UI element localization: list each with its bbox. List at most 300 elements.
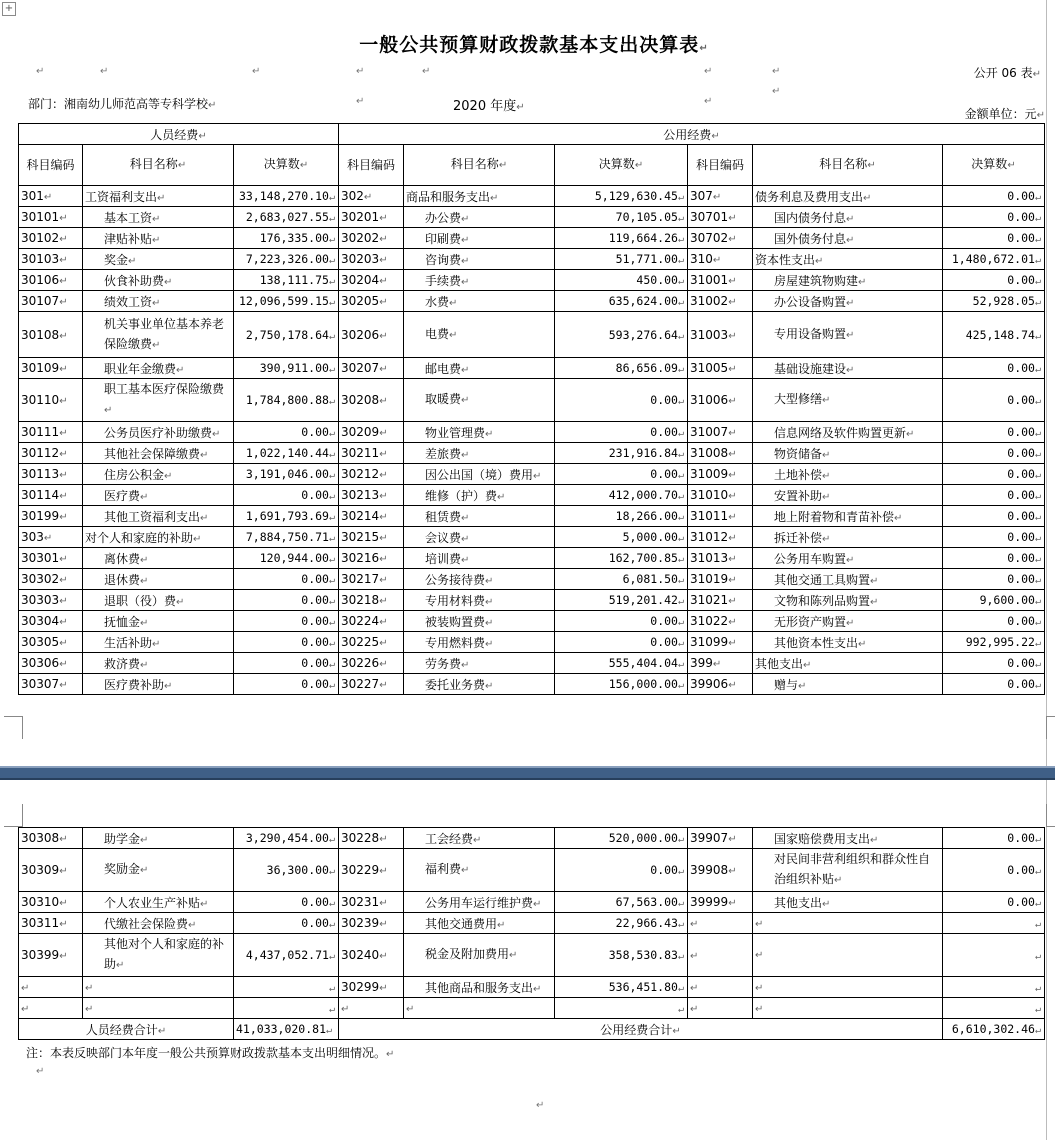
subject-name-cell: 工资福利支出↵ bbox=[83, 186, 234, 207]
subject-name-cell: 对民间非营利组织和群众性自治组织补贴↵ bbox=[753, 849, 943, 892]
subject-code-cell: 30701↵ bbox=[688, 207, 753, 228]
subject-name-cell: 其他工资福利支出↵ bbox=[83, 506, 234, 527]
amount-cell: 992,995.22↵ bbox=[943, 632, 1045, 653]
subject-name-cell: 取暖费↵ bbox=[404, 379, 555, 422]
subject-code-cell: 31001↵ bbox=[688, 270, 753, 291]
table-row bbox=[19, 270, 1045, 291]
subject-code-cell: 31012↵ bbox=[688, 527, 753, 548]
table-row bbox=[19, 998, 1045, 1019]
subject-code-cell: 31021↵ bbox=[688, 590, 753, 611]
subject-name-cell: 差旅费↵ bbox=[404, 443, 555, 464]
subject-code-cell: 30231↵ bbox=[339, 892, 404, 913]
amount-cell: 0.00↵ bbox=[943, 849, 1045, 892]
subject-code-cell: 30114↵ bbox=[19, 485, 83, 506]
amount-cell: 0.00↵ bbox=[943, 674, 1045, 695]
subject-code-cell: 31099↵ bbox=[688, 632, 753, 653]
expenditure-table bbox=[18, 123, 1045, 695]
amount-cell: 555,404.04↵ bbox=[555, 653, 688, 674]
amount-cell: 0.00↵ bbox=[943, 207, 1045, 228]
amount-cell: ↵ bbox=[943, 977, 1045, 998]
table-row bbox=[19, 228, 1045, 249]
subject-name-cell: 无形资产购置↵ bbox=[753, 611, 943, 632]
subject-name-cell: 国内债务付息↵ bbox=[753, 207, 943, 228]
amount-cell: 0.00↵ bbox=[234, 653, 339, 674]
personnel-total-value: 41,033,020.81↵ bbox=[234, 1019, 339, 1040]
subject-name-cell: 其他交通费用↵ bbox=[404, 913, 555, 934]
table-row bbox=[19, 913, 1045, 934]
amount-cell: 1,691,793.69↵ bbox=[234, 506, 339, 527]
subject-code-cell: 31008↵ bbox=[688, 443, 753, 464]
subject-name-cell: 奖励金↵ bbox=[83, 849, 234, 892]
amount-cell: 0.00↵ bbox=[234, 674, 339, 695]
column-header-row bbox=[19, 145, 1045, 186]
amount-cell: 0.00↵ bbox=[943, 506, 1045, 527]
amount-cell: 412,000.70↵ bbox=[555, 485, 688, 506]
subject-code-cell: 30214↵ bbox=[339, 506, 404, 527]
subject-name-cell: 基本工资↵ bbox=[83, 207, 234, 228]
subject-code-cell: 30112↵ bbox=[19, 443, 83, 464]
subject-code-cell: 30205↵ bbox=[339, 291, 404, 312]
subject-code-cell: 30103↵ bbox=[19, 249, 83, 270]
subject-code-cell: 30101↵ bbox=[19, 207, 83, 228]
subject-name-cell: 房屋建筑物购建↵ bbox=[753, 270, 943, 291]
table-row bbox=[19, 379, 1045, 422]
subject-name-cell: 税金及附加费用↵ bbox=[404, 934, 555, 977]
amount-cell: 0.00↵ bbox=[555, 611, 688, 632]
subject-name-cell: 租赁费↵ bbox=[404, 506, 555, 527]
amount-cell: 0.00↵ bbox=[234, 913, 339, 934]
subject-code-cell: 30212↵ bbox=[339, 464, 404, 485]
subject-code-cell: 30228↵ bbox=[339, 828, 404, 849]
table-row bbox=[19, 291, 1045, 312]
subject-name-cell: 劳务费↵ bbox=[404, 653, 555, 674]
amount-cell: 635,624.00↵ bbox=[555, 291, 688, 312]
table-row bbox=[19, 464, 1045, 485]
subject-name-cell: 国外债务付息↵ bbox=[753, 228, 943, 249]
subject-code-cell: 30106↵ bbox=[19, 270, 83, 291]
table-row bbox=[19, 632, 1045, 653]
subject-name-cell: 培训费↵ bbox=[404, 548, 555, 569]
subject-name-cell: 伙食补助费↵ bbox=[83, 270, 234, 291]
subject-code-cell: 31022↵ bbox=[688, 611, 753, 632]
subject-name-cell: 被装购置费↵ bbox=[404, 611, 555, 632]
amount-cell: 9,600.00↵ bbox=[943, 590, 1045, 611]
subject-name-cell: 手续费↵ bbox=[404, 270, 555, 291]
subject-code-cell: 301↵ bbox=[19, 186, 83, 207]
table-row bbox=[19, 611, 1045, 632]
subject-code-cell: ↵ bbox=[19, 998, 83, 1019]
margin-line bbox=[1046, 0, 1047, 766]
amount-cell: 22,966.43↵ bbox=[555, 913, 688, 934]
amount-cell: 70,105.05↵ bbox=[555, 207, 688, 228]
subject-name-cell: 商品和服务支出↵ bbox=[404, 186, 555, 207]
amount-cell: ↵ bbox=[943, 913, 1045, 934]
subject-code-cell: 39906↵ bbox=[688, 674, 753, 695]
table-move-handle-icon[interactable]: + bbox=[2, 2, 16, 16]
table-note: 注：本表反映部门本年度一般公共预算财政拨款基本支出明细情况。↵ bbox=[26, 1046, 395, 1060]
subject-name-cell: ↵ bbox=[753, 998, 943, 1019]
subject-code-cell: 30299↵ bbox=[339, 977, 404, 998]
amount-cell: 0.00↵ bbox=[234, 569, 339, 590]
subject-name-cell: 代缴社会保险费↵ bbox=[83, 913, 234, 934]
page-1: + 一般公共预算财政拨款基本支出决算表↵ ↵ ↵ ↵ ↵ ↵ ↵ ↵ ↵ ↵ ↵ 公开 06 表↵ 部门：湘南幼儿师范高等专科学校↵ 2020 年度↵ 金额单位：元↵ 人员经费↵ 公用经费↵ 科目编码 科目名称↵ 决算数↵ 科目编码 科目名称↵ 决算数↵ 科目编码 科目名称↵ 决算数↵ 301↵ 工资福利支出↵ 33,148,270.10↵ 302↵ 商品和服务支出↵ 5,129,630.45↵ 307↵ 债务利息及费用支出↵ 0.00↵ 30101↵ 基本工资↵ 2,683,027.55↵ 30201↵ 办公费↵ 70,105.05↵ 30701↵ 国内债务付息↵ 0.00↵ 30102↵ 津贴补贴↵ 176,335.00↵ 30202↵ 印刷费↵ 119,664.26↵ 30702↵ 国外债务付息↵ 0.00↵ 30103↵ 奖金↵ 7,223,326.00↵ 30203↵ 咨询费↵ 51,771.00↵ 310↵ 资本性支出↵ 1,480,672.01↵ 30106↵ 伙食补助费↵ 138,111.75↵ 30204↵ 手续费↵ 450.00↵ 31001↵ 房屋建筑物购建↵ 0.00↵ 30107↵ 绩效工资↵ 12,096,599.15↵ 30205↵ 水费↵ 635,624.00↵ 31002↵ 办公设备购置↵ 52,928.05↵ 30108↵ 机关事业单位基本养老保险缴费↵ 2,750,178.64↵ 30206↵ 电费↵ 593,276.64↵ 31003↵ 专用设备购置↵ 425,148.74↵ 30109↵ 职业年金缴费↵ 390,911.00↵ 30207↵ 邮电费↵ 86,656.09↵ 31005↵ 基础设施建设↵ 0.00↵ 30110↵ 职工基本医疗保险缴费↵ 1,784,800.88↵ 30208↵ 取暖费↵ 0.00↵ 31006↵ 大型修缮↵ 0.00↵ 30111↵ 公务员医疗补助缴费↵ 0.00↵ 30209↵ 物业管理费↵ 0.00↵ 31007↵ 信息网络及软件购置更新↵ 0.00↵ 30112↵ 其他社会保障缴费↵ 1,022,140.44↵ 30211↵ 差旅费↵ 231,916.84↵ 31008↵ 物资储备↵ 0.00↵ 30113↵ 住房公积金↵ 3,191,046.00↵ 30212↵ 因公出国（境）费用↵ 0.00↵ 31009↵ 土地补偿↵ 0.00↵ 30114↵ 医疗费↵ 0.00↵ 30213↵ 维修（护）费↵ 412,000.70↵ 31010↵ 安置补助↵ 0.00↵ 30199↵ 其他工资福利支出↵ 1,691,793.69↵ 30214↵ 租赁费↵ 18,266.00↵ 31011↵ 地上附着物和青苗补偿↵ 0.00↵ 303↵ 对个人和家庭的补助↵ 7,884,750.71↵ 30215↵ 会议费↵ 5,000.00↵ 31012↵ 拆迁补偿↵ 0.00↵ 30301↵ 离休费↵ 120,944.00↵ 30216↵ 培训费↵ 162,700.85↵ 31013↵ 公务用车购置↵ 0.00↵ 30302↵ 退休费↵ 0.00↵ 30217↵ 公务接待费↵ 6,081.50↵ 31019↵ 其他交通工具购置↵ 0.00↵ 30303↵ 退职（役）费↵ 0.00↵ 30218↵ 专用材料费↵ 519,201.42↵ 31021↵ 文物和陈列品购置↵ 9,600.00↵ 30304↵ 抚恤金↵ 0.00↵ 30224↵ 被装购置费↵ 0.00↵ 31022↵ 无形资产购置↵ 0.00↵ 30305↵ 生活补助↵ 0.00↵ 30225↵ 专用燃料费↵ 0.00↵ 31099↵ 其他资本性支出↵ 992,995.22↵ 30306↵ 救济费↵ 0.00↵ 30226↵ 劳务费↵ 555,404.04↵ 399↵ 其他支出↵ 0.00↵ 30307↵ 医疗费补助↵ 0.00↵ 30227↵ 委托业务费↵ 156,000.00↵ 39906↵ 赠与↵ 0.00↵ bbox=[0, 0, 1055, 766]
table-row bbox=[19, 828, 1045, 849]
amount-cell: 0.00↵ bbox=[555, 464, 688, 485]
table-row bbox=[19, 443, 1045, 464]
table-row bbox=[19, 312, 1045, 358]
subject-name-cell: 土地补偿↵ bbox=[753, 464, 943, 485]
amount-cell: 0.00↵ bbox=[555, 849, 688, 892]
subject-name-cell: 会议费↵ bbox=[404, 527, 555, 548]
amount-cell: 0.00↵ bbox=[943, 828, 1045, 849]
subject-name-cell: 大型修缮↵ bbox=[753, 379, 943, 422]
page-corner-mark bbox=[4, 716, 23, 739]
subject-name-cell: 职业年金缴费↵ bbox=[83, 358, 234, 379]
subject-code-cell: 30206↵ bbox=[339, 312, 404, 358]
subject-name-cell: 邮电费↵ bbox=[404, 358, 555, 379]
amount-cell: 390,911.00↵ bbox=[234, 358, 339, 379]
subject-code-cell: 30102↵ bbox=[19, 228, 83, 249]
amount-cell: 119,664.26↵ bbox=[555, 228, 688, 249]
subject-code-cell: ↵ bbox=[339, 998, 404, 1019]
amount-cell: 0.00↵ bbox=[943, 548, 1045, 569]
subject-name-cell: 其他交通工具购置↵ bbox=[753, 569, 943, 590]
subject-name-cell: 对个人和家庭的补助↵ bbox=[83, 527, 234, 548]
subject-name-cell: 委托业务费↵ bbox=[404, 674, 555, 695]
table-code: 公开 06 表↵ bbox=[973, 66, 1041, 80]
subject-name-cell: 福利费↵ bbox=[404, 849, 555, 892]
page-separator bbox=[0, 766, 1055, 780]
margin-line bbox=[1046, 780, 1047, 1140]
col-name: 科目名称↵ bbox=[83, 145, 234, 186]
subject-code-cell: 31010↵ bbox=[688, 485, 753, 506]
amount-cell: 0.00↵ bbox=[234, 611, 339, 632]
amount-cell: 0.00↵ bbox=[943, 892, 1045, 913]
subject-code-cell: 31003↵ bbox=[688, 312, 753, 358]
subject-code-cell: 30199↵ bbox=[19, 506, 83, 527]
subject-name-cell: 其他支出↵ bbox=[753, 653, 943, 674]
col-amount: 决算数↵ bbox=[555, 145, 688, 186]
subject-code-cell: 31005↵ bbox=[688, 358, 753, 379]
unit-label: 金额单位：元↵ bbox=[964, 107, 1045, 121]
subject-code-cell: 30306↵ bbox=[19, 653, 83, 674]
table-row bbox=[19, 485, 1045, 506]
amount-cell: 2,750,178.64↵ bbox=[234, 312, 339, 358]
amount-cell: ↵ bbox=[234, 977, 339, 998]
table-row bbox=[19, 527, 1045, 548]
subject-code-cell: 30302↵ bbox=[19, 569, 83, 590]
amount-cell: 0.00↵ bbox=[943, 358, 1045, 379]
totals-row bbox=[19, 1019, 1045, 1040]
page-corner-mark bbox=[1046, 804, 1055, 827]
table-row bbox=[19, 249, 1045, 270]
amount-cell: 2,683,027.55↵ bbox=[234, 207, 339, 228]
subject-name-cell: 职工基本医疗保险缴费↵ bbox=[83, 379, 234, 422]
subject-name-cell: ↵ bbox=[83, 998, 234, 1019]
subject-name-cell: ↵ bbox=[753, 934, 943, 977]
subject-code-cell: 30304↵ bbox=[19, 611, 83, 632]
subject-name-cell: 生活补助↵ bbox=[83, 632, 234, 653]
subject-code-cell: 30110↵ bbox=[19, 379, 83, 422]
subject-code-cell: 30310↵ bbox=[19, 892, 83, 913]
subject-name-cell: 奖金↵ bbox=[83, 249, 234, 270]
subject-code-cell: 30107↵ bbox=[19, 291, 83, 312]
amount-cell: 3,290,454.00↵ bbox=[234, 828, 339, 849]
table-row bbox=[19, 849, 1045, 892]
table-row bbox=[19, 569, 1045, 590]
subject-code-cell: 30201↵ bbox=[339, 207, 404, 228]
subject-name-cell: 物业管理费↵ bbox=[404, 422, 555, 443]
amount-cell: 1,784,800.88↵ bbox=[234, 379, 339, 422]
page-corner-mark bbox=[1046, 716, 1055, 739]
subject-code-cell: ↵ bbox=[688, 913, 753, 934]
subject-code-cell: 39999↵ bbox=[688, 892, 753, 913]
subject-code-cell: 30211↵ bbox=[339, 443, 404, 464]
table-row bbox=[19, 548, 1045, 569]
page-title: 一般公共预算财政拨款基本支出决算表↵ bbox=[359, 34, 709, 56]
table-row bbox=[19, 207, 1045, 228]
subject-name-cell: 专用设备购置↵ bbox=[753, 312, 943, 358]
subject-code-cell: 31013↵ bbox=[688, 548, 753, 569]
amount-cell: 0.00↵ bbox=[943, 485, 1045, 506]
subject-code-cell: 30213↵ bbox=[339, 485, 404, 506]
subject-code-cell: 30216↵ bbox=[339, 548, 404, 569]
subject-code-cell: 303↵ bbox=[19, 527, 83, 548]
subject-name-cell: 基础设施建设↵ bbox=[753, 358, 943, 379]
amount-cell: 138,111.75↵ bbox=[234, 270, 339, 291]
subject-name-cell: 其他支出↵ bbox=[753, 892, 943, 913]
subject-name-cell: 信息网络及软件购置更新↵ bbox=[753, 422, 943, 443]
subject-name-cell: 个人农业生产补贴↵ bbox=[83, 892, 234, 913]
public-header: 公用经费↵ bbox=[339, 124, 1045, 145]
subject-name-cell: 办公设备购置↵ bbox=[753, 291, 943, 312]
page-corner-mark bbox=[4, 804, 23, 827]
subject-code-cell: ↵ bbox=[688, 934, 753, 977]
subject-code-cell: 30225↵ bbox=[339, 632, 404, 653]
subject-name-cell: ↵ bbox=[404, 998, 555, 1019]
subject-code-cell: 30309↵ bbox=[19, 849, 83, 892]
col-amount: 决算数↵ bbox=[234, 145, 339, 186]
subject-code-cell: 30217↵ bbox=[339, 569, 404, 590]
subject-name-cell: 国家赔偿费用支出↵ bbox=[753, 828, 943, 849]
table-row bbox=[19, 590, 1045, 611]
subject-code-cell: 31006↵ bbox=[688, 379, 753, 422]
amount-cell: 0.00↵ bbox=[234, 422, 339, 443]
table-row bbox=[19, 506, 1045, 527]
subject-name-cell: 维修（护）费↵ bbox=[404, 485, 555, 506]
subject-code-cell: 31007↵ bbox=[688, 422, 753, 443]
personnel-header: 人员经费↵ bbox=[19, 124, 339, 145]
subject-name-cell: 印刷费↵ bbox=[404, 228, 555, 249]
amount-cell: 52,928.05↵ bbox=[943, 291, 1045, 312]
subject-name-cell: 机关事业单位基本养老保险缴费↵ bbox=[83, 312, 234, 358]
page-2: 30308↵ 助学金↵ 3,290,454.00↵ 30228↵ 工会经费↵ 520,000.00↵ 39907↵ 国家赔偿费用支出↵ 0.00↵ 30309↵ 奖励金↵ 36,300.00↵ 30229↵ 福利费↵ 0.00↵ 39908↵ 对民间非营利组织和群众性自治组织补贴↵ 0.00↵ 30310↵ 个人农业生产补贴↵ 0.00↵ 30231↵ 公务用车运行维护费↵ 67,563.00↵ 39999↵ 其他支出↵ 0.00↵ 30311↵ 代缴社会保险费↵ 0.00↵ 30239↵ 其他交通费用↵ 22,966.43↵ ↵ ↵ ↵ 30399↵ 其他对个人和家庭的补助↵ 4,437,052.71↵ 30240↵ 税金及附加费用↵ 358,530.83↵ ↵ ↵ ↵ ↵ ↵ ↵ 30299↵ 其他商品和服务支出↵ 536,451.80↵ ↵ ↵ ↵ ↵ ↵ ↵ ↵ ↵ ↵ ↵ ↵ ↵ 人员经费合计↵ 41,033,020.81↵ 公用经费合计↵ 6,610,302.46↵ 注：本表反映部门本年度一般公共预算财政拨款基本支出明细情况。↵ ↵ ↵ bbox=[0, 780, 1055, 1140]
subject-name-cell: 公务用车购置↵ bbox=[753, 548, 943, 569]
subject-name-cell: 救济费↵ bbox=[83, 653, 234, 674]
subject-code-cell: 31011↵ bbox=[688, 506, 753, 527]
subject-code-cell: 30303↵ bbox=[19, 590, 83, 611]
col-code: 科目编码 bbox=[688, 145, 753, 186]
subject-code-cell: 30108↵ bbox=[19, 312, 83, 358]
amount-cell: ↵ bbox=[943, 934, 1045, 977]
table-row bbox=[19, 422, 1045, 443]
table-row bbox=[19, 186, 1045, 207]
amount-cell: 0.00↵ bbox=[943, 464, 1045, 485]
subject-code-cell: 30308↵ bbox=[19, 828, 83, 849]
subject-code-cell: 30207↵ bbox=[339, 358, 404, 379]
subject-name-cell: 绩效工资↵ bbox=[83, 291, 234, 312]
amount-cell: 0.00↵ bbox=[943, 527, 1045, 548]
subject-name-cell: 赠与↵ bbox=[753, 674, 943, 695]
subject-name-cell: 退职（役）费↵ bbox=[83, 590, 234, 611]
amount-cell: 7,223,326.00↵ bbox=[234, 249, 339, 270]
year-label: 2020 年度↵ bbox=[453, 99, 525, 114]
subject-name-cell: 公务接待费↵ bbox=[404, 569, 555, 590]
amount-cell: 0.00↵ bbox=[943, 653, 1045, 674]
amount-cell: 0.00↵ bbox=[555, 379, 688, 422]
personnel-total-label: 人员经费合计↵ bbox=[19, 1019, 234, 1040]
subject-name-cell: 专用材料费↵ bbox=[404, 590, 555, 611]
amount-cell: 0.00↵ bbox=[943, 228, 1045, 249]
subject-name-cell: 拆迁补偿↵ bbox=[753, 527, 943, 548]
department-label: 部门：湘南幼儿师范高等专科学校↵ bbox=[28, 97, 217, 111]
subject-code-cell: 30215↵ bbox=[339, 527, 404, 548]
subject-name-cell: ↵ bbox=[753, 977, 943, 998]
subject-code-cell: 39908↵ bbox=[688, 849, 753, 892]
amount-cell: 425,148.74↵ bbox=[943, 312, 1045, 358]
subject-code-cell: 310↵ bbox=[688, 249, 753, 270]
subject-name-cell: 其他对个人和家庭的补助↵ bbox=[83, 934, 234, 977]
amount-cell: 1,480,672.01↵ bbox=[943, 249, 1045, 270]
subject-name-cell: 离休费↵ bbox=[83, 548, 234, 569]
subject-name-cell: 工会经费↵ bbox=[404, 828, 555, 849]
subject-code-cell: 30224↵ bbox=[339, 611, 404, 632]
amount-cell: 5,129,630.45↵ bbox=[555, 186, 688, 207]
subject-name-cell: 其他资本性支出↵ bbox=[753, 632, 943, 653]
amount-cell: 0.00↵ bbox=[943, 270, 1045, 291]
amount-cell: 519,201.42↵ bbox=[555, 590, 688, 611]
amount-cell: 450.00↵ bbox=[555, 270, 688, 291]
amount-cell: 0.00↵ bbox=[234, 590, 339, 611]
subject-code-cell: 30208↵ bbox=[339, 379, 404, 422]
expenditure-table-continued bbox=[18, 827, 1045, 1040]
subject-code-cell: 30307↵ bbox=[19, 674, 83, 695]
subject-code-cell: 30239↵ bbox=[339, 913, 404, 934]
subject-name-cell: 医疗费补助↵ bbox=[83, 674, 234, 695]
subject-code-cell: 302↵ bbox=[339, 186, 404, 207]
amount-cell: 1,022,140.44↵ bbox=[234, 443, 339, 464]
subject-name-cell: 助学金↵ bbox=[83, 828, 234, 849]
amount-cell: 67,563.00↵ bbox=[555, 892, 688, 913]
amount-cell: 231,916.84↵ bbox=[555, 443, 688, 464]
subject-name-cell: 地上附着物和青苗补偿↵ bbox=[753, 506, 943, 527]
amount-cell: 0.00↵ bbox=[943, 569, 1045, 590]
subject-name-cell: 公务用车运行维护费↵ bbox=[404, 892, 555, 913]
amount-cell: ↵ bbox=[555, 998, 688, 1019]
subject-name-cell: 咨询费↵ bbox=[404, 249, 555, 270]
public-total-label: 公用经费合计↵ bbox=[339, 1019, 943, 1040]
subject-code-cell: 30311↵ bbox=[19, 913, 83, 934]
amount-cell: 120,944.00↵ bbox=[234, 548, 339, 569]
subject-name-cell: 其他社会保障缴费↵ bbox=[83, 443, 234, 464]
subject-code-cell: 399↵ bbox=[688, 653, 753, 674]
table-row bbox=[19, 977, 1045, 998]
amount-cell: 358,530.83↵ bbox=[555, 934, 688, 977]
subject-code-cell: 30399↵ bbox=[19, 934, 83, 977]
subject-name-cell: 其他商品和服务支出↵ bbox=[404, 977, 555, 998]
amount-cell: 156,000.00↵ bbox=[555, 674, 688, 695]
subject-name-cell: 因公出国（境）费用↵ bbox=[404, 464, 555, 485]
amount-cell: 0.00↵ bbox=[555, 422, 688, 443]
amount-cell: 593,276.64↵ bbox=[555, 312, 688, 358]
amount-cell: 0.00↵ bbox=[943, 443, 1045, 464]
subject-code-cell: 30301↵ bbox=[19, 548, 83, 569]
subject-code-cell: 30240↵ bbox=[339, 934, 404, 977]
subject-name-cell: 资本性支出↵ bbox=[753, 249, 943, 270]
amount-cell: 36,300.00↵ bbox=[234, 849, 339, 892]
amount-cell: 176,335.00↵ bbox=[234, 228, 339, 249]
subject-code-cell: 30209↵ bbox=[339, 422, 404, 443]
amount-cell: 7,884,750.71↵ bbox=[234, 527, 339, 548]
amount-cell: 536,451.80↵ bbox=[555, 977, 688, 998]
subject-name-cell: 安置补助↵ bbox=[753, 485, 943, 506]
subject-name-cell: 退休费↵ bbox=[83, 569, 234, 590]
subject-code-cell: 30202↵ bbox=[339, 228, 404, 249]
subject-code-cell: 30203↵ bbox=[339, 249, 404, 270]
amount-cell: 18,266.00↵ bbox=[555, 506, 688, 527]
subject-name-cell: 抚恤金↵ bbox=[83, 611, 234, 632]
amount-cell: 0.00↵ bbox=[234, 632, 339, 653]
amount-cell: 0.00↵ bbox=[234, 485, 339, 506]
subject-code-cell: ↵ bbox=[688, 977, 753, 998]
amount-cell: ↵ bbox=[943, 998, 1045, 1019]
subject-code-cell: 30204↵ bbox=[339, 270, 404, 291]
subject-code-cell: 31009↵ bbox=[688, 464, 753, 485]
table-row bbox=[19, 653, 1045, 674]
subject-code-cell: 30226↵ bbox=[339, 653, 404, 674]
subject-name-cell: ↵ bbox=[753, 913, 943, 934]
amount-cell: 162,700.85↵ bbox=[555, 548, 688, 569]
subject-name-cell: 专用燃料费↵ bbox=[404, 632, 555, 653]
subject-code-cell: 39907↵ bbox=[688, 828, 753, 849]
amount-cell: ↵ bbox=[234, 998, 339, 1019]
subject-code-cell: ↵ bbox=[688, 998, 753, 1019]
amount-cell: 0.00↵ bbox=[943, 611, 1045, 632]
subject-name-cell: 水费↵ bbox=[404, 291, 555, 312]
subject-code-cell: 30109↵ bbox=[19, 358, 83, 379]
public-total-value: 6,610,302.46↵ bbox=[943, 1019, 1045, 1040]
subject-code-cell: ↵ bbox=[19, 977, 83, 998]
subject-name-cell: 债务利息及费用支出↵ bbox=[753, 186, 943, 207]
amount-cell: 3,191,046.00↵ bbox=[234, 464, 339, 485]
subject-name-cell: 电费↵ bbox=[404, 312, 555, 358]
subject-code-cell: 31019↵ bbox=[688, 569, 753, 590]
col-amount: 决算数↵ bbox=[943, 145, 1045, 186]
subject-name-cell: 办公费↵ bbox=[404, 207, 555, 228]
subject-code-cell: 30229↵ bbox=[339, 849, 404, 892]
amount-cell: 33,148,270.10↵ bbox=[234, 186, 339, 207]
subject-name-cell: ↵ bbox=[83, 977, 234, 998]
table-row bbox=[19, 674, 1045, 695]
subject-name-cell: 公务员医疗补助缴费↵ bbox=[83, 422, 234, 443]
subject-code-cell: 30218↵ bbox=[339, 590, 404, 611]
amount-cell: 0.00↵ bbox=[234, 892, 339, 913]
amount-cell: 0.00↵ bbox=[555, 632, 688, 653]
amount-cell: 12,096,599.15↵ bbox=[234, 291, 339, 312]
amount-cell: 86,656.09↵ bbox=[555, 358, 688, 379]
amount-cell: 6,081.50↵ bbox=[555, 569, 688, 590]
subject-code-cell: 31002↵ bbox=[688, 291, 753, 312]
